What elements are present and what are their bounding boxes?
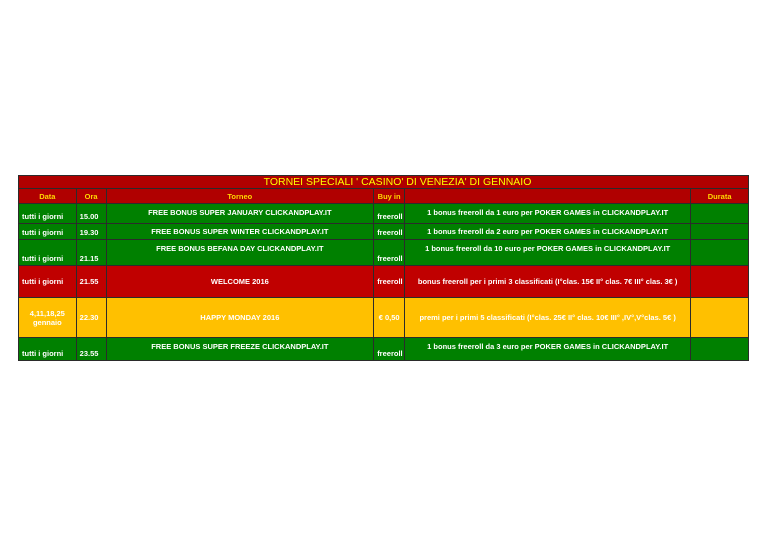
table-title [19, 176, 749, 189]
header-row [19, 189, 749, 204]
cell-ora: 21.15 [76, 240, 106, 266]
cell-durata [691, 298, 749, 338]
cell-buyin: € 0,50 [374, 298, 405, 338]
cell-ora: 15.00 [76, 204, 106, 224]
cell-torneo: FREE BONUS SUPER FREEZE CLICKANDPLAY.IT [106, 338, 374, 361]
cell-durata [691, 204, 749, 224]
cell-premio: premi per i primi 5 classificati (I°clas. 25€ II° clas. 10€ III° ,IV°,V°clas. 5€ ) [405, 298, 691, 338]
cell-data: tutti i giorni [19, 338, 77, 361]
cell-premio: 1 bonus freeroll da 1 euro per POKER GAMES in CLICKANDPLAY.IT [405, 204, 691, 224]
cell-data: tutti i giorni [19, 240, 77, 266]
cell-buyin: freeroll [374, 266, 405, 298]
table-row [19, 266, 749, 298]
cell-durata [691, 266, 749, 298]
cell-premio: 1 bonus freeroll da 2 euro per POKER GAMES in CLICKANDPLAY.IT [405, 224, 691, 240]
cell-data: tutti i giorni [19, 266, 77, 298]
cell-ora: 21.55 [76, 266, 106, 298]
cell-premio: 1 bonus freeroll da 3 euro per POKER GAMES in CLICKANDPLAY.IT [405, 338, 691, 361]
cell-durata [691, 338, 749, 361]
cell-buyin: freeroll [374, 338, 405, 361]
cell-torneo: FREE BONUS SUPER WINTER CLICKANDPLAY.IT [106, 224, 374, 240]
table-row [19, 240, 749, 266]
cell-data: 4,11,18,25 gennaio [19, 298, 77, 338]
cell-buyin: freeroll [374, 224, 405, 240]
cell-ora: 23.55 [76, 338, 106, 361]
header-ora: Ora [76, 189, 106, 204]
cell-ora: 19.30 [76, 224, 106, 240]
cell-durata [691, 224, 749, 240]
cell-premio: 1 bonus freeroll da 10 euro per POKER GAMES in CLICKANDPLAY.IT [405, 240, 691, 266]
cell-buyin: freeroll [374, 204, 405, 224]
cell-premio: bonus freeroll per i primi 3 classificati (I°clas. 15€ II° clas. 7€ III° clas. 3€ ) [405, 266, 691, 298]
table-title-text: TORNEI SPECIALI ' CASINO' DI VENEZIA' DI GENNAIO [263, 176, 532, 188]
header-buyin: Buy in [374, 189, 405, 204]
cell-ora: 22.30 [76, 298, 106, 338]
cell-buyin: freeroll [374, 240, 405, 266]
cell-data: tutti i giorni [19, 204, 77, 224]
table-row [19, 224, 749, 240]
cell-torneo: HAPPY MONDAY 2016 [106, 298, 374, 338]
table-row [19, 298, 749, 338]
header-torneo: Torneo [106, 189, 374, 204]
table-row [19, 338, 749, 361]
cell-torneo: WELCOME 2016 [106, 266, 374, 298]
cell-data: tutti i giorni [19, 224, 77, 240]
header-premio [405, 189, 691, 204]
header-data: Data [19, 189, 77, 204]
cell-torneo: FREE BONUS BEFANA DAY CLICKANDPLAY.IT [106, 240, 374, 266]
tournament-table [18, 175, 749, 361]
table-row [19, 204, 749, 224]
cell-durata [691, 240, 749, 266]
cell-torneo: FREE BONUS SUPER JANUARY CLICKANDPLAY.IT [106, 204, 374, 224]
header-durata: Durata [691, 189, 749, 204]
